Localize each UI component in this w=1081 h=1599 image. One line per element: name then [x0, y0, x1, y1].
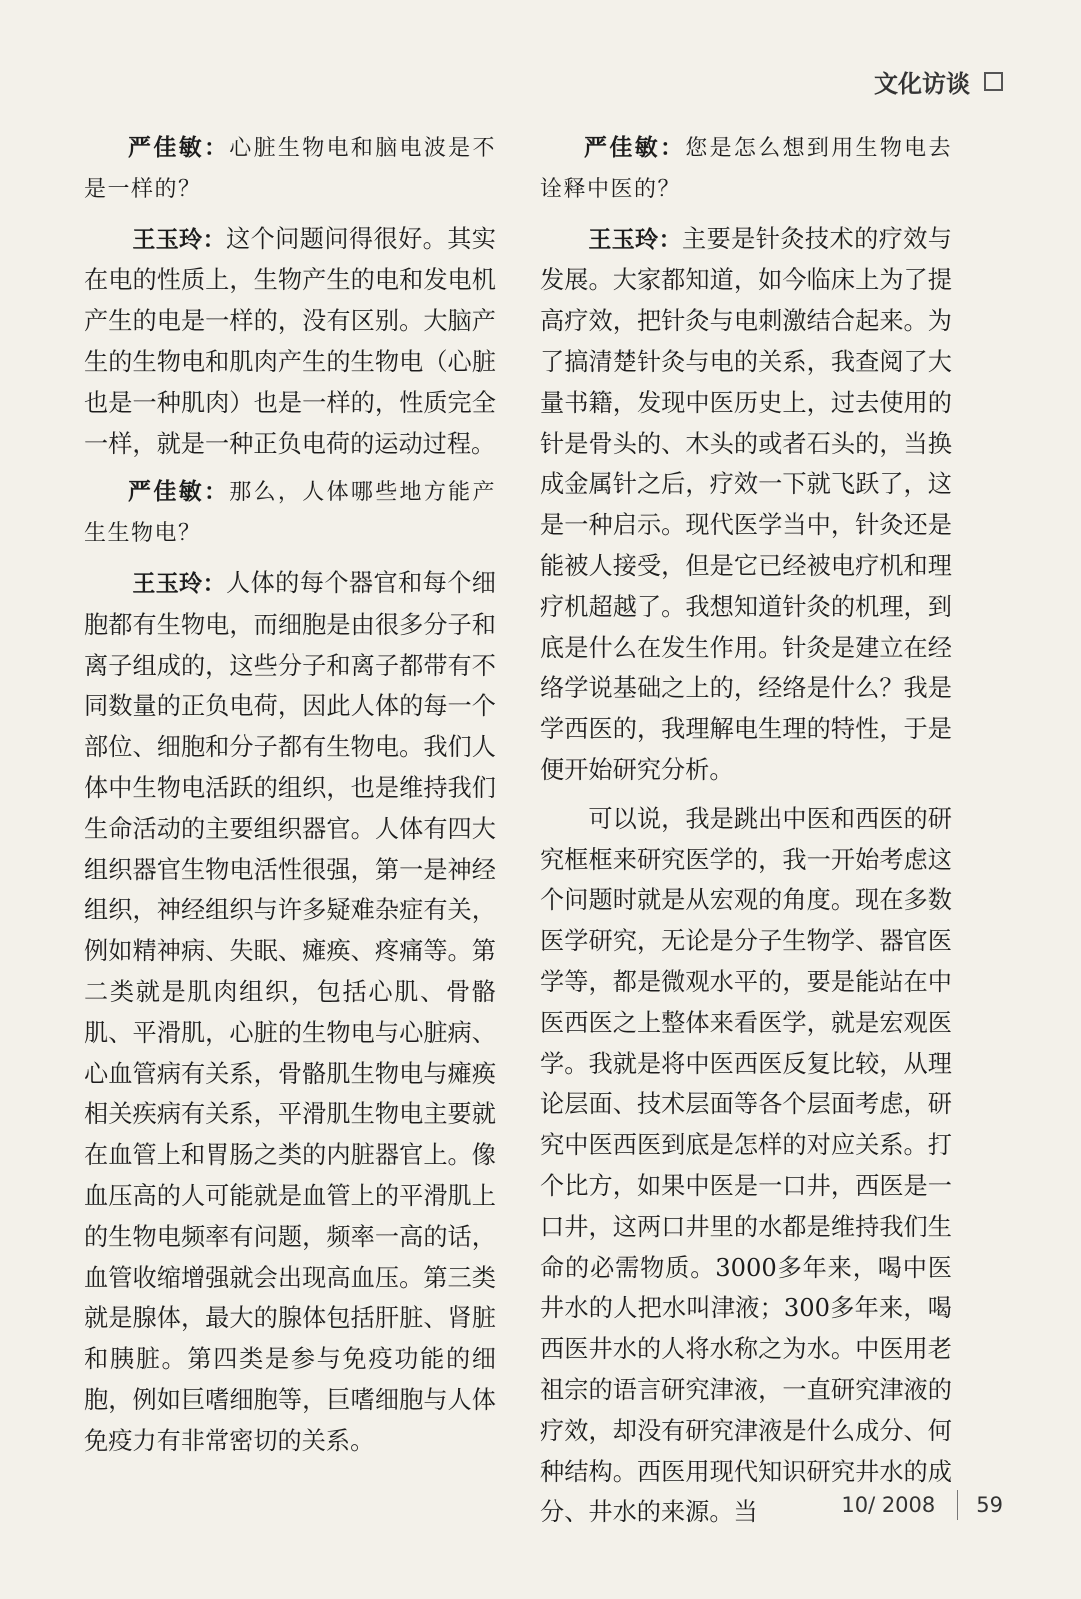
page-footer: [841, 1490, 1003, 1520]
body-paragraph: [540, 799, 952, 1533]
paragraph-text: 这个问题问得很好。其实在电的性质上，生物产生的电和发电机产生的电是一样的，没有区别。大脑产生的生物电和肌肉产生的生物电（心脏也是一种肌肉）也是一样的，性质完全一样，就是一种正负电荷的运动过程。: [84, 224, 496, 458]
section-header: [874, 64, 1003, 99]
paragraph-text: 您是怎么想到用生物电去诠释中医的？: [540, 136, 952, 202]
question-paragraph: [84, 128, 496, 211]
issue-date: 10/ 2008: [841, 1493, 936, 1517]
speaker-label: 王玉玲：: [132, 226, 226, 253]
speaker-label: 严佳敏：: [128, 135, 230, 161]
right-column: [540, 128, 952, 1541]
answer-paragraph: [84, 563, 496, 1462]
speaker-label: 严佳敏：: [128, 479, 230, 506]
answer-paragraph: [84, 219, 496, 465]
answer-paragraph: [540, 219, 952, 791]
paragraph-text: 人体的每个器官和每个细胞都有生物电，而细胞是由很多分子和离子组成的，这些分子和离子都带有不同数量的正负电荷，因此人体的每一个部位、细胞和分子都有生物电。我们人体中生物电活跃的组织，也是维持我们生命活动的主要组织器官。人体有四大组织器官生物电活性很强，第一是神经组织，神经组织与许多疑难杂症有关，例如精神病、失眠、瘫痪、疼痛等。第二类就是肌肉组织，包括心肌、骨骼肌、平滑肌，心脏的生物电与心脏病、心血管病有关系，骨骼肌生物电与瘫痪相关疾病有关系，平滑肌生物电主要就在血管上和胃肠之类的内脏器官上。像血压高的人可能就是血管上的平滑肌上的生物电频率有问题，频率一高的话，血管收缩增强就会出现高血压。第三类就是腺体，最大的腺体包括肝脏、肾脏和胰脏。第四类是参与免疫功能的细胞，例如巨嗜细胞等，巨嗜细胞与人体免疫力有非常密切的关系。: [84, 568, 496, 1455]
speaker-label: 王玉玲：: [588, 226, 682, 253]
section-title: 文化访谈: [874, 70, 970, 98]
square-icon: [984, 72, 1003, 91]
left-column: [84, 128, 496, 1470]
paragraph-text: 可以说，我是跳出中医和西医的研究框框来研究医学的，我一开始考虑这个问题时就是从宏观的角度。现在多数医学研究，无论是分子生物学、器官医学等，都是微观水平的，要是能站在中医西医之上整体来看医学，就是宏观医学。我就是将中医西医反复比较，从理论层面、技术层面等各个层面考虑，研究中医西医到底是怎样的对应关系。打个比方，如果中医是一口井，西医是一口井，这两口井里的水都是维持我们生命的必需物质。3000多年来，喝中医井水的人把水叫津液；300多年来，喝西医井水的人将水称之为水。中医用老祖宗的语言研究津液，一直研究津液的疗效，却没有研究津液是什么成分、何种结构。西医用现代知识研究井水的成分、井水的来源。当: [540, 804, 952, 1527]
paragraph-text: 主要是针灸技术的疗效与发展。大家都知道，如今临床上为了提高疗效，把针灸与电刺激结合起来。为了搞清楚针灸与电的关系，我查阅了大量书籍，发现中医历史上，过去使用的针是骨头的、木头的或者石头的，当换成金属针之后，疗效一下就飞跃了，这是一种启示。现代医学当中，针灸还是能被人接受，但是它已经被电疗机和理疗机超越了。我想知道针灸的机理，到底是什么在发生作用。针灸是建立在经络学说基础之上的，经络是什么？我是学西医的，我理解电生理的特性，于是便开始研究分析。: [540, 224, 952, 784]
paragraph-text: 心脏生物电和脑电波是不是一样的？: [84, 136, 496, 202]
question-paragraph: [540, 128, 952, 211]
question-paragraph: [84, 472, 496, 555]
footer-divider: [957, 1490, 958, 1520]
paragraph-text: 那么，人体哪些地方能产生生物电？: [84, 480, 496, 547]
speaker-label: 严佳敏：: [584, 135, 686, 161]
page-number: 59: [976, 1493, 1003, 1517]
speaker-label: 王玉玲：: [132, 570, 226, 597]
